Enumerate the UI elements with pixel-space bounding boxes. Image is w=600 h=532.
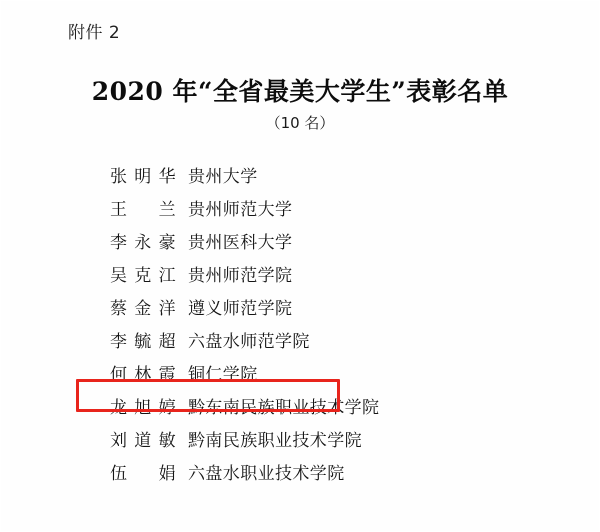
honoree-school: 贵州大学	[188, 167, 258, 187]
list-item	[110, 290, 530, 323]
honoree-school: 遵义师范学院	[188, 299, 293, 319]
list-item	[110, 158, 530, 191]
honoree-name: 王 兰	[110, 200, 176, 220]
honoree-school: 贵州师范大学	[188, 200, 293, 220]
honoree-school: 黔东南民族职业技术学院	[188, 398, 380, 418]
honoree-list	[110, 158, 530, 488]
list-item	[110, 191, 530, 224]
attachment-label: 附件 2	[68, 23, 121, 43]
honoree-school: 贵州师范学院	[188, 266, 293, 286]
honoree-school: 六盘水师范学院	[188, 332, 310, 352]
honoree-name: 何 林 霞	[110, 365, 176, 385]
honoree-school: 贵州医科大学	[188, 233, 293, 253]
honoree-name: 李 毓 超	[110, 332, 176, 352]
list-item	[110, 389, 530, 422]
honoree-school: 黔南民族职业技术学院	[188, 431, 362, 451]
list-item	[110, 356, 530, 389]
list-item	[110, 257, 530, 290]
page-subtitle: （10 名）	[265, 114, 335, 132]
list-item	[110, 422, 530, 455]
honoree-name: 刘 道 敏	[110, 431, 176, 451]
honoree-name: 李 永 豪	[110, 233, 176, 253]
honoree-school: 铜仁学院	[188, 365, 258, 385]
honoree-name: 蔡 金 洋	[110, 299, 176, 319]
honoree-name: 龙 旭 婷	[110, 398, 176, 418]
honoree-school: 六盘水职业技术学院	[188, 464, 345, 484]
honoree-name: 伍 娟	[110, 464, 176, 484]
list-item	[110, 455, 530, 488]
page-title: 2020 年“全省最美大学生”表彰名单	[91, 77, 509, 106]
honoree-name: 张 明 华	[110, 167, 176, 187]
list-item	[110, 224, 530, 257]
list-item	[110, 323, 530, 356]
honoree-name: 吴 克 江	[110, 266, 176, 286]
